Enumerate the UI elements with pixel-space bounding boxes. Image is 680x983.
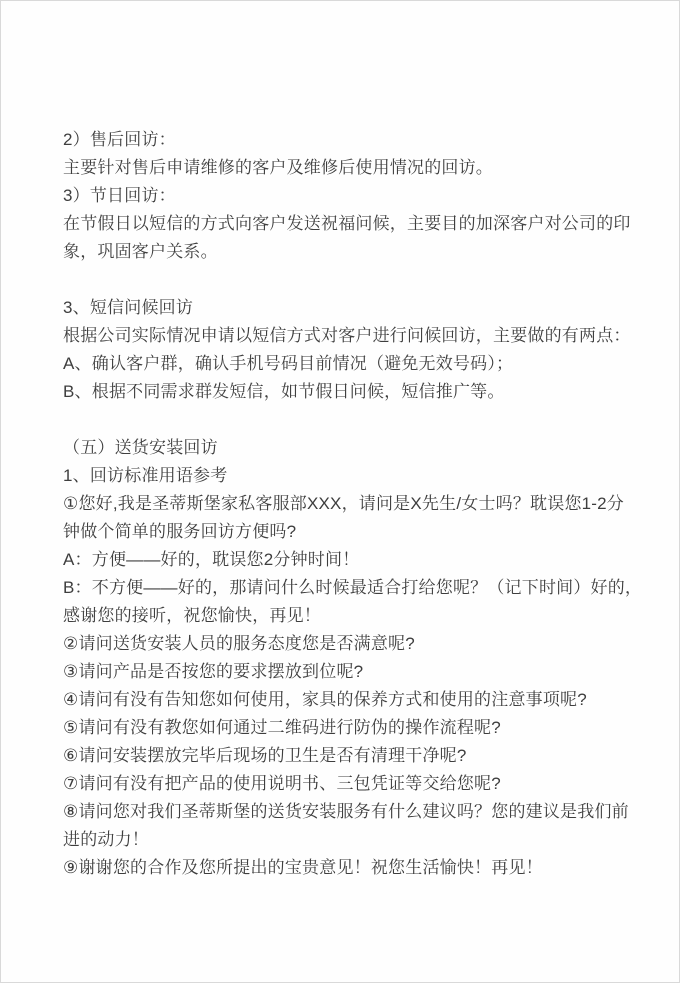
text-line: 进的动力！ bbox=[63, 830, 149, 849]
text-line: 1、回访标准用语参考 bbox=[63, 466, 228, 485]
text-line: ④请问有没有告知您如何使用，家具的保养方式和使用的注意事项呢? bbox=[63, 690, 587, 709]
text-line: 主要针对售后申请维修的客户及维修后使用情况的回访。 bbox=[63, 158, 493, 177]
text-line: ⑤请问有没有教您如何通过二维码进行防伪的操作流程呢? bbox=[63, 718, 501, 737]
text-line: 2）售后回访： bbox=[63, 130, 176, 149]
text-line: ⑥请问安装摆放完毕后现场的卫生是否有清理干净呢? bbox=[63, 746, 467, 765]
text-line: ①您好,我是圣蒂斯堡家私客服部XXX，请问是X先生/女士吗？耽误您1-2分 bbox=[63, 494, 625, 513]
text-line: B、根据不同需求群发短信，如节假日问候，短信推广等。 bbox=[63, 382, 505, 401]
text-line: B：不方便——好的，那请问什么时候最适合打给您呢？（记下时间）好的， bbox=[63, 578, 643, 597]
text-line: 钟做个简单的服务回访方便吗? bbox=[63, 522, 297, 541]
text-line: ③请问产品是否按您的要求摆放到位呢? bbox=[63, 662, 364, 681]
text-line: ⑦请问有没有把产品的使用说明书、三包凭证等交给您呢? bbox=[63, 774, 501, 793]
text-line: 3）节日回访： bbox=[63, 186, 176, 205]
text-line: 感谢您的接听，祝您愉快，再见！ bbox=[63, 606, 321, 625]
text-line: A：方便——好的，耽误您2分钟时间！ bbox=[63, 550, 360, 569]
document-text-block bbox=[63, 126, 643, 882]
blank-line bbox=[63, 406, 623, 434]
text-line: 象，巩固客户关系。 bbox=[63, 242, 218, 261]
text-line: 3、短信问候回访 bbox=[63, 298, 194, 317]
text-line: ⑧请问您对我们圣蒂斯堡的送货安装服务有什么建议吗？您的建议是我们前 bbox=[63, 802, 629, 821]
text-line: 在节假日以短信的方式向客户发送祝福问候，主要目的加深客户对公司的印 bbox=[63, 214, 631, 233]
text-line: ②请问送货安装人员的服务态度您是否满意呢? bbox=[63, 634, 415, 653]
text-line: ⑨谢谢您的合作及您所提出的宝贵意见！祝您生活愉快！再见！ bbox=[63, 858, 543, 877]
blank-line bbox=[63, 266, 623, 294]
text-line: A、确认客户群，确认手机号码目前情况（避免无效号码）； bbox=[63, 354, 514, 373]
text-line: 根据公司实际情况申请以短信方式对客户进行问候回访，主要做的有两点： bbox=[63, 326, 631, 345]
text-line: （五）送货安装回访 bbox=[63, 438, 218, 457]
